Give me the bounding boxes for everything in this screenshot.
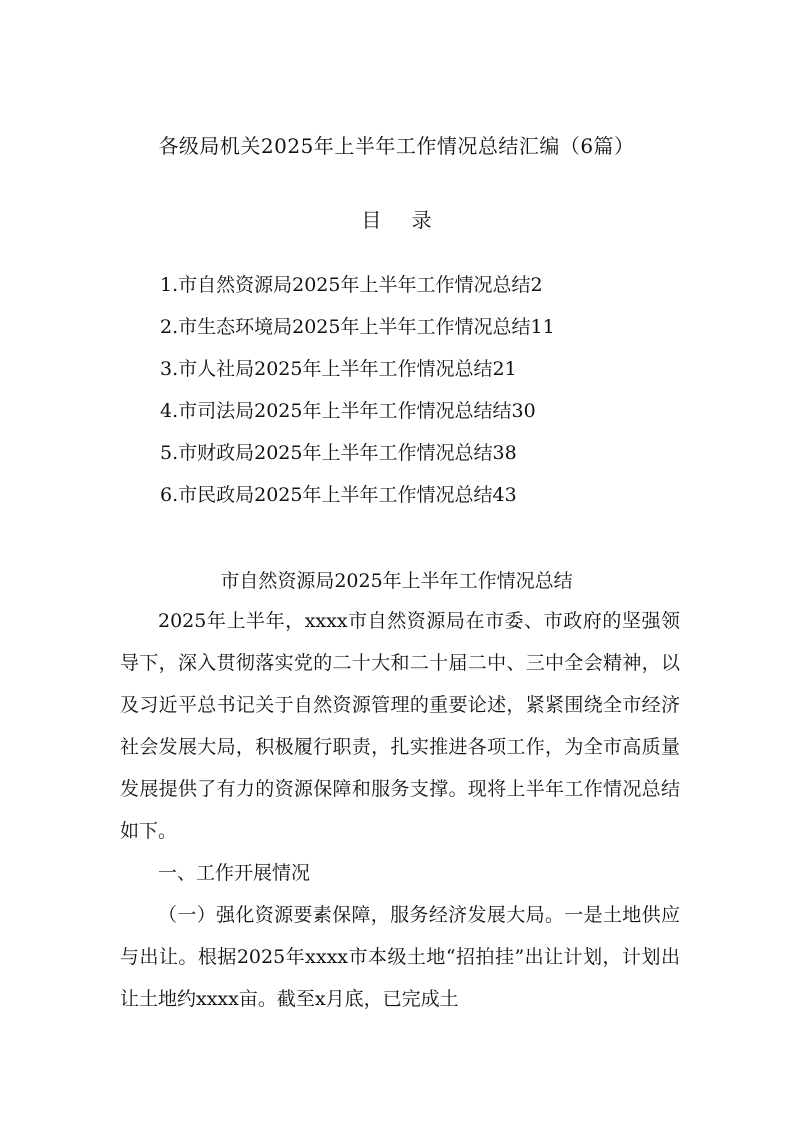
toc-item: 4.市司法局2025年上半年工作情况总结结30 <box>160 400 536 422</box>
toc-item: 1.市自然资源局2025年上半年工作情况总结2 <box>160 274 543 296</box>
toc-item: 3.市人社局2025年上半年工作情况总结21 <box>160 358 517 380</box>
toc-heading: 目 录 <box>361 208 444 232</box>
paragraph: 一、工作开展情况 <box>158 862 311 884</box>
toc-item: 2.市生态环境局2025年上半年工作情况总结11 <box>160 316 555 338</box>
toc-item: 5.市财政局2025年上半年工作情况总结38 <box>160 442 517 464</box>
body-text <box>120 600 680 1020</box>
table-of-contents <box>160 270 555 522</box>
paragraph: （一）强化资源要素保障，服务经济发展大局。一是土地供应与出让。根据2025年xxxx市本级土地“招拍挂”出让计划，计划出让土地约xxxx亩。截至x月底，已完成土 <box>120 904 680 1010</box>
paragraph: 2025年上半年，xxxx市自然资源局在市委、市政府的坚强领导下，深入贯彻落实党的二十大和二十届二中、三中全会精神，以及习近平总书记关于自然资源管理的重要论述，紧紧围绕全市经济社会发展大局，积极履行职责，扎实推进各项工作，为全市高质量发展提供了有力的资源保障和服务支撑。现将上半年工作情况总结如下。 <box>120 610 680 842</box>
toc-item: 6.市民政局2025年上半年工作情况总结43 <box>160 484 517 506</box>
document-title: 各级局机关2025年上半年工作情况总结汇编（6篇） <box>158 134 635 158</box>
section-title: 市自然资源局2025年上半年工作情况总结 <box>220 570 573 592</box>
